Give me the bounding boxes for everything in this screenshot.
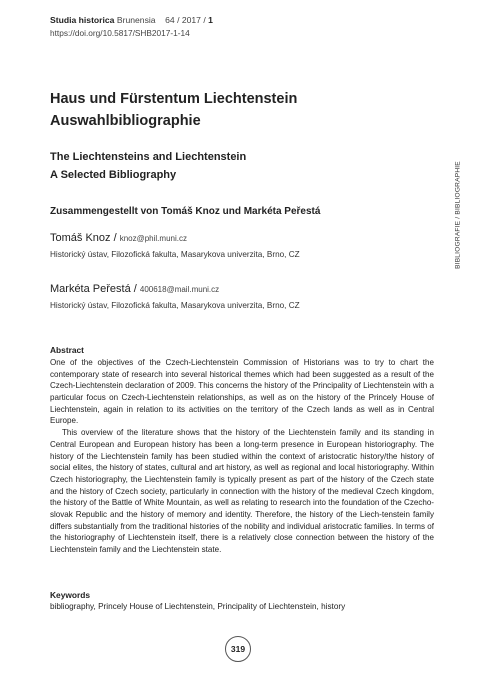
title-german: [50, 88, 297, 132]
author-1-affiliation: Historický ústav, Filozofická fakulta, Masarykova univerzita, Brno, CZ: [50, 250, 300, 259]
doi-link[interactable]: https://doi.org/10.5817/SHB2017-1-14: [50, 28, 190, 38]
abstract-paragraph-1: One of the objectives of the Czech-Liechtenstein Commission of Historians was to try to chart the contemporary state of research into several historical themes which had been suggested as a result of the Czech-Liechtenstein declaration of 2009. This concerns the history of the Principality of Liechtenstein with a particular focus on Czech-Liechtenstein relationships, as well as on the history of the Princely House of Liechtenstein, again in relation to its activities on the territory of the Czech lands as well as in Central Europe.: [50, 358, 434, 426]
compiled-by: Zusammengestellt von Tomáš Knoz und Markéta Peřestá: [50, 206, 321, 217]
author-2: Markéta Peřestá / 400618@mail.muni.cz: [50, 283, 220, 295]
keywords-list: bibliography, Princely House of Liechtenstein, Principality of Liechtenstein, history: [50, 602, 346, 611]
journal-header: [50, 14, 213, 26]
abstract-paragraph-2: This overview of the literature shows that the history of the Liechtenstein family and its standing in Central European and European history has been a long-term presence in European historiography. The history of the Liechtenstein family has been studied within the context of aristocratic history/the history of social elites, the history of states, cultural and art history, as well as regional and local historiography. Within Czech historiography, the Liechtenstein family is typically present as part of the history of the Czech state and the history of Czech society, particularly in connection with the history of the medieval Czech kingdom, the history of the Battle of White Mountain, as well as relating to research into the foundation of the Czecho-slovak Republic and the history of memory and identity. Therefore, the history of the Liech-tenstein family differs substantially from the traditional histories of the nobility and individual aristocratic families. In terms of the historiography of Liechtenstein itself, there is a relatively close connection between the history of the Liechtenstein family and the Liechtenstein state.: [50, 428, 434, 554]
title-english-line1: The Liechtensteins and Liechtenstein: [50, 151, 247, 163]
title-english: [50, 148, 246, 184]
author-email[interactable]: 400618@mail.muni.cz: [139, 285, 220, 294]
side-label-text: BIBLIOGRAFIE / BIBLIOGRAPHIE: [454, 160, 462, 269]
author-name: Markéta Peřestá: [50, 283, 131, 295]
volume-info: [165, 15, 213, 25]
journal-name-rest: Brunensia: [116, 15, 156, 25]
author-name: Tomáš Knoz: [50, 232, 111, 244]
page-number: 319: [225, 636, 251, 662]
title-english-line2: A Selected Bibliography: [50, 169, 177, 181]
volume-prefix: 64 / 2017 /: [165, 15, 206, 25]
journal-name: Studia historica: [50, 15, 115, 25]
section-side-label: [452, 162, 464, 267]
issue-number: 1: [208, 15, 213, 25]
author-email[interactable]: knoz@phil.muni.cz: [119, 234, 187, 243]
author-1: Tomáš Knoz / knoz@phil.muni.cz: [50, 232, 187, 244]
abstract-heading: Abstract: [50, 345, 84, 355]
title-german-line1: Haus und Fürstentum Liechtenstein: [50, 91, 298, 107]
author-2-affiliation: Historický ústav, Filozofická fakulta, Masarykova univerzita, Brno, CZ: [50, 301, 300, 310]
keywords-heading: Keywords: [50, 590, 91, 600]
abstract-body: [50, 357, 434, 556]
title-german-line2: Auswahlbibliographie: [50, 113, 201, 129]
